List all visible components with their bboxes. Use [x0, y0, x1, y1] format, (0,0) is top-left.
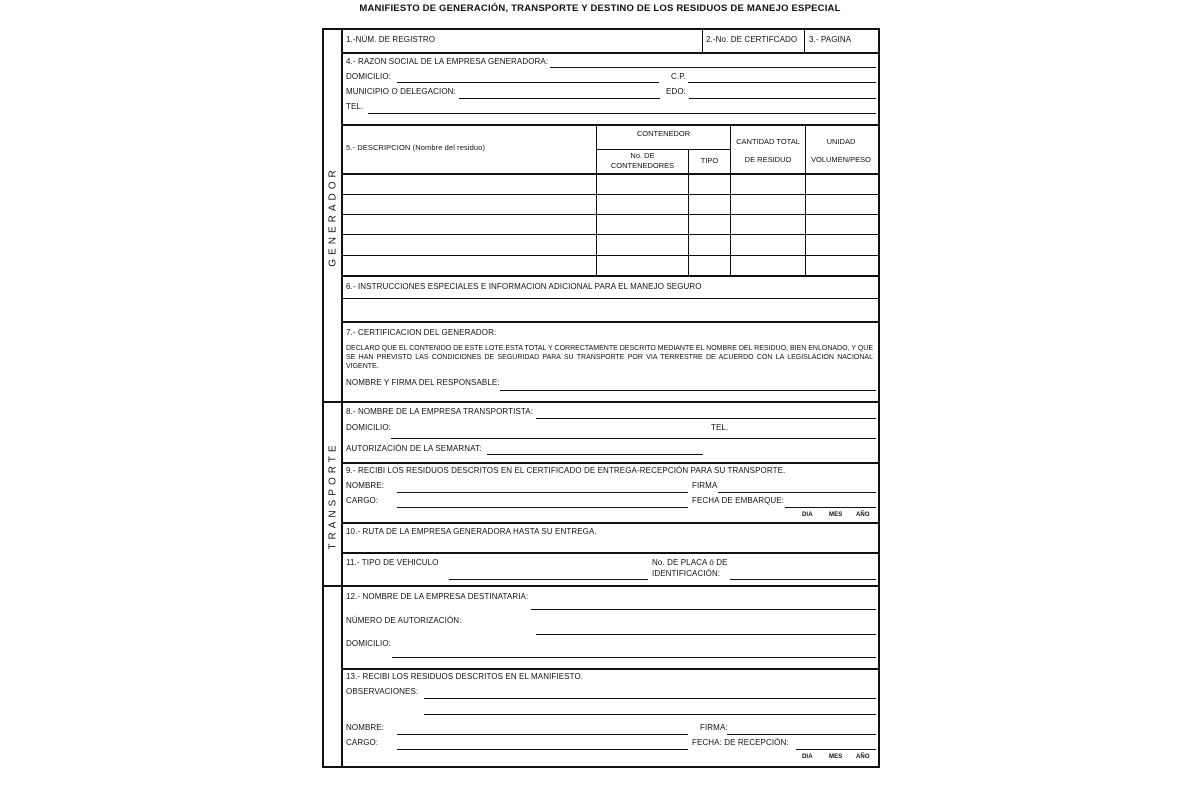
unidad-header-1: UNIDAD — [826, 137, 856, 146]
header-row-bottom — [341, 52, 878, 54]
descripcion-label: 5.- DESCRIPCION (Nombre del residuo) — [346, 143, 486, 152]
observaciones-line-2[interactable] — [424, 714, 876, 715]
section10-bottom — [341, 552, 878, 554]
embarque-anio-label: AÑO — [856, 512, 870, 518]
tel-line[interactable] — [368, 113, 876, 114]
transporte-cargo-line[interactable] — [397, 507, 688, 508]
embarque-dia-label: DIA — [802, 512, 813, 518]
responsable-label: NOMBRE Y FIRMA DEL RESPONSABLE: — [346, 378, 500, 387]
destino-nombre-label: NOMBRE: — [346, 723, 385, 732]
transporte-cargo-label: CARGO: — [346, 496, 379, 505]
table-row[interactable] — [341, 255, 878, 256]
vehiculo-label: 11.- TIPO DE VEHICULO — [346, 558, 439, 567]
section9-bottom — [341, 522, 878, 524]
destinataria-line[interactable] — [531, 609, 876, 610]
responsable-line[interactable] — [500, 390, 876, 391]
destino-cargo-line[interactable] — [397, 749, 688, 750]
edo-label: EDO: — [666, 87, 686, 96]
num-autorizacion-line[interactable] — [536, 634, 876, 635]
cantidad-header-1: CANTIDAD TOTAL — [736, 137, 800, 146]
edo-line[interactable] — [689, 98, 876, 99]
cp-line[interactable] — [688, 82, 876, 83]
num-autorizacion-label: NÚMERO DE AUTORIZACIÓN: — [346, 616, 462, 625]
instrucciones-label: 6.- INSTRUCCIONES ESPECIALES E INFORMACION ADICIONAL PARA EL MANEJO SEGURO — [346, 282, 702, 291]
transporte-firma-line[interactable] — [718, 492, 876, 493]
form-title: MANIFIESTO DE GENERACIÓN, TRANSPORTE Y DESTINO DE LOS RESIDUOS DE MANEJO ESPECIAL — [359, 3, 841, 14]
placa-line[interactable] — [730, 579, 876, 580]
contenedor-header: CONTENEDOR — [636, 129, 691, 138]
unidad-header-2: VOLUMEN/PESO — [810, 155, 871, 164]
destinataria-label: 12.- NOMBRE DE LA EMPRESA DESTINATARIA: — [346, 592, 529, 601]
table-divider-desc — [596, 125, 597, 276]
header-divider-2 — [804, 30, 805, 52]
embarque-mes-label: MES — [829, 512, 843, 518]
destino-domicilio-line[interactable] — [392, 657, 876, 658]
transporte-firma-label: FIRMA — [692, 481, 718, 490]
tipo-header: TIPO — [700, 156, 719, 165]
fecha-embarque-line[interactable] — [785, 507, 876, 508]
recepcion-dia-label: DIA — [802, 754, 813, 760]
razon-social-line[interactable] — [550, 67, 876, 68]
table-row[interactable] — [341, 234, 878, 235]
table-row[interactable] — [341, 194, 878, 195]
section-divider-transporte — [322, 585, 878, 587]
table-divider-cont — [730, 125, 731, 276]
instrucciones-line[interactable] — [341, 298, 878, 299]
placa-label-1: No. DE PLACA ó DE — [652, 558, 728, 567]
transporte-domicilio-line[interactable] — [391, 438, 876, 439]
razon-social-label: 4.- RAZON SOCIAL DE LA EMPRESA GENERADORA: — [346, 57, 549, 66]
recepcion-mes-label: MES — [829, 754, 843, 760]
transporte-tel-label: TEL. — [711, 423, 729, 432]
domicilio-line[interactable] — [397, 82, 659, 83]
table-bottom — [341, 275, 878, 277]
no-contenedores-header-2: CONTENEDORES — [610, 161, 675, 170]
fecha-embarque-label: FECHA DE EMBARQUE: — [692, 496, 785, 505]
semarnat-line[interactable] — [487, 454, 703, 455]
placa-label-2: IDENTIFICACIÓN: — [652, 569, 721, 578]
table-divider-cant — [805, 125, 806, 276]
cp-label: C.P. — [671, 72, 686, 81]
certificado-label: 2.-No. DE CERTIFCADO — [706, 35, 798, 44]
destino-nombre-line[interactable] — [397, 734, 688, 735]
vehiculo-line[interactable] — [449, 579, 648, 580]
transporte-domicilio-label: DOMICILIO: — [346, 423, 392, 432]
observaciones-label: OBSERVACIONES: — [346, 687, 419, 696]
destino-firma-line[interactable] — [727, 734, 876, 735]
recibi-transporte-label: 9.- RECIBI LOS RESIDUOS DESCRITOS EN EL CERTIFICADO DE ENTREGA-RECEPCIÓN PARA SU TRANSPORTE. — [346, 466, 786, 475]
certificacion-text: DECLARO QUE EL CONTENIDO DE ESTE LOTE ESTA TOTAL Y CORRECTAMENTE DESCRITO MEDIANTE EL NOMBRE DEL RESIDUO, BIEN ENLONADO, Y QUE SE HAN PREVISTO LAS CONDICIONES DE SEGURIDAD PARA SU TRANSPORTE POR VIA TERRESTRE DE ACUERDO CON LA LEGISLACION NACIONAL VIGENTE. — [346, 345, 873, 370]
tel-label: TEL. — [346, 102, 364, 111]
recibi-manifiesto-label: 13.- RECIBI LOS RESIDUOS DESCRITOS EN EL MANIFIESTO. — [346, 672, 584, 681]
municipio-line[interactable] — [459, 98, 660, 99]
destino-domicilio-label: DOMICILIO: — [346, 639, 392, 648]
no-contenedores-header-1: No. DE — [630, 151, 655, 160]
recepcion-anio-label: AÑO — [856, 754, 870, 760]
table-row[interactable] — [341, 214, 878, 215]
section-divider-generador — [322, 401, 878, 403]
transporte-nombre-label: NOMBRE: — [346, 481, 385, 490]
section8-bottom — [341, 462, 878, 464]
side-label-transporte: TRANSPORTE — [327, 440, 339, 550]
section6-bottom — [341, 321, 878, 323]
registro-label: 1.-NÚM. DE REGISTRO — [346, 35, 436, 44]
observaciones-line-1[interactable] — [424, 698, 876, 699]
table-header-bottom — [341, 173, 878, 175]
domicilio-label: DOMICILIO: — [346, 72, 392, 81]
section12-bottom — [341, 668, 878, 670]
table-divider-tipo — [688, 149, 689, 276]
transportista-label: 8.- NOMBRE DE LA EMPRESA TRANSPORTISTA: — [346, 407, 534, 416]
destino-cargo-label: CARGO: — [346, 738, 379, 747]
fecha-recepcion-line[interactable] — [796, 749, 876, 750]
section4-bottom — [341, 124, 878, 126]
municipio-label: MUNICIPIO O DELEGACION: — [346, 87, 456, 96]
pagina-label: 3.- PAGINA — [809, 35, 852, 44]
destino-firma-label: FIRMA: — [700, 723, 728, 732]
contenedor-sub-line — [596, 149, 730, 150]
ruta-label: 10.- RUTA DE LA EMPRESA GENERADORA HASTA SU ENTREGA. — [346, 527, 597, 536]
cantidad-header-2: DE RESIDUO — [744, 155, 792, 164]
certificacion-heading: 7.- CERTIFICACION DEL GENERADOR: — [346, 328, 497, 337]
header-divider-1 — [702, 30, 703, 52]
semarnat-label: AUTORIZACIÓN DE LA SEMARNAT: — [346, 444, 482, 453]
fecha-recepcion-label: FECHA: DE RECEPCIÓN: — [692, 738, 789, 747]
side-label-generador: GENERADOR — [327, 165, 339, 267]
transportista-line[interactable] — [536, 418, 876, 419]
transporte-nombre-line[interactable] — [397, 492, 688, 493]
